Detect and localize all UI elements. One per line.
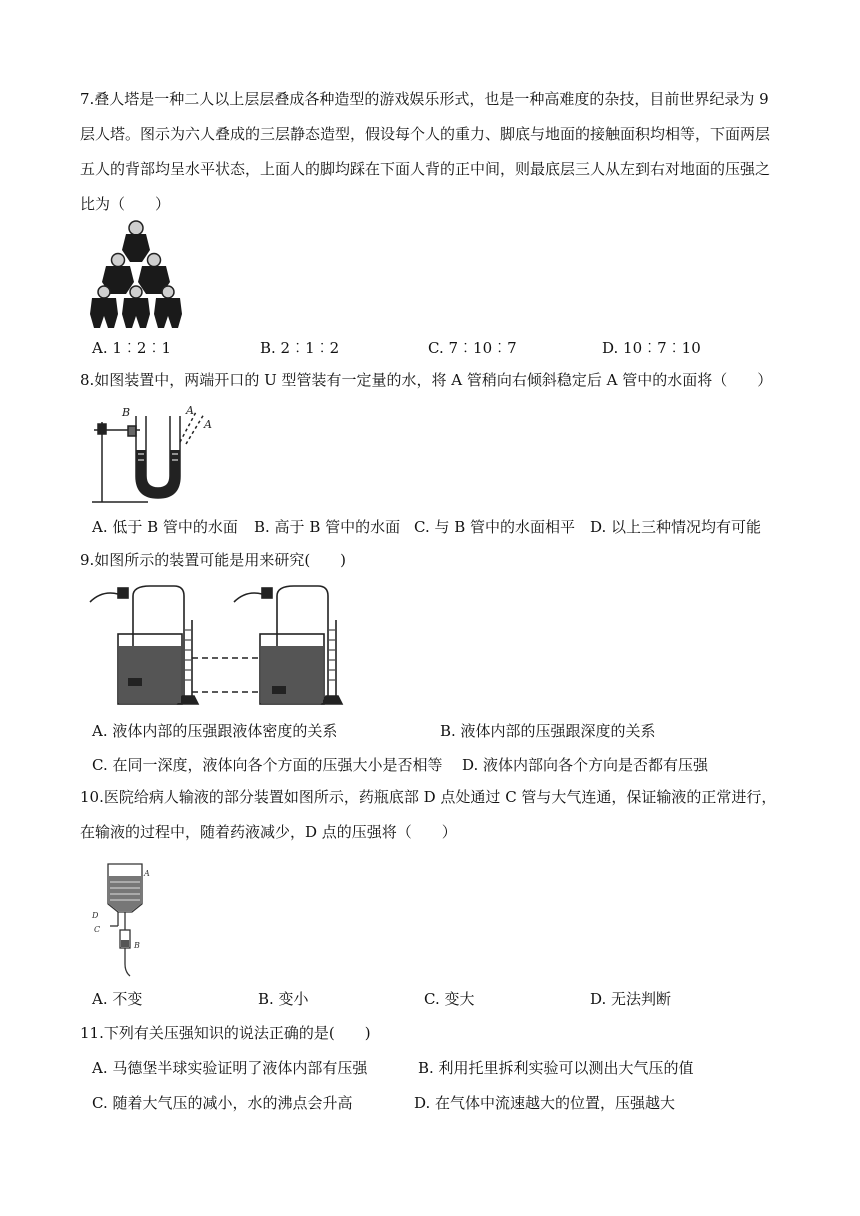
u-tube-figure	[88, 402, 220, 508]
question-9-options-row1	[92, 720, 782, 742]
label-a-tilted: A	[204, 418, 212, 431]
option-a[interactable]: A. 不变	[92, 990, 143, 1008]
option-d[interactable]: D. 在气体中流速越大的位置，压强越大	[414, 1094, 676, 1112]
option-a[interactable]: A. 低于 B 管中的水面	[92, 518, 238, 536]
option-b[interactable]: B. 变小	[258, 990, 309, 1008]
question-8-options	[92, 516, 782, 538]
label-a: A	[186, 404, 194, 417]
option-c[interactable]: C. 与 B 管中的水面相平	[414, 518, 576, 536]
option-c[interactable]: C. 变大	[424, 990, 475, 1008]
question-7-options	[92, 337, 782, 359]
option-c[interactable]: C. 随着大气压的减小，水的沸点会升高	[92, 1094, 353, 1112]
human-tower-figure	[88, 218, 188, 330]
option-d[interactable]: D. 无法判断	[590, 990, 672, 1008]
question-9-text: 9.如图所示的装置可能是用来研究( )	[80, 551, 347, 569]
label-b: B	[122, 406, 131, 419]
question-9	[80, 543, 780, 578]
option-b[interactable]: B. 利用托里拆利实验可以测出大气压的值	[418, 1059, 694, 1077]
question-11-text: 11.下列有关压强知识的说法正确的是( )	[80, 1024, 371, 1042]
question-8-text: 8.如图装置中，两端开口的 U 型管装有一定量的水，将 A 管稍向右倾斜稳定后 A 管中的水面将（ ）	[80, 371, 773, 389]
label-d: D	[92, 911, 99, 920]
question-10-text: 10.医院给病人输液的部分装置如图所示，药瓶底部 D 点处通过 C 管与大气连通，保证输液的正常进行，在输液的过程中，随着药液减少，D 点的压强将（ ）	[80, 788, 777, 841]
option-d[interactable]: D. 以上三种情况均有可能	[590, 518, 762, 536]
label-b: B	[134, 941, 140, 950]
question-11-options-row1	[92, 1057, 782, 1079]
question-10	[80, 780, 780, 850]
question-7-text: 7.叠人塔是一种二人以上层层叠成各种造型的游戏娱乐形式，也是一种高难度的杂技，目前世界纪录为 9 层人塔。图示为六人叠成的三层静态造型，假设每个人的重力、脚底与地面的接触面积均相等，下面两层五人的背部均呈水平状态，上面人的脚均踩在下面人背的正中间，则最底层三人从左到右对地面的压强之比为（ ）	[80, 90, 771, 213]
option-c[interactable]: C. 在同一深度，液体向各个方面的压强大小是否相等	[92, 756, 443, 774]
option-d[interactable]: D. 10︰7︰10	[602, 339, 701, 357]
option-a[interactable]: A. 马德堡半球实验证明了液体内部有压强	[92, 1059, 368, 1077]
question-9-options-row2	[92, 754, 782, 776]
pressure-gauge-figure	[88, 580, 358, 710]
label-a: A	[144, 869, 150, 878]
option-a[interactable]: A. 液体内部的压强跟液体密度的关系	[92, 722, 338, 740]
option-b[interactable]: B. 液体内部的压强跟深度的关系	[440, 722, 656, 740]
question-11-options-row2	[92, 1092, 782, 1114]
option-b[interactable]: B. 高于 B 管中的水面	[254, 518, 401, 536]
option-b[interactable]: B. 2︰1︰2	[260, 339, 340, 357]
option-c[interactable]: C. 7︰10︰7	[428, 339, 517, 357]
iv-drip-figure	[88, 860, 158, 978]
question-8	[80, 363, 780, 398]
option-a[interactable]: A. 1︰2︰1	[92, 339, 171, 357]
question-7	[80, 82, 780, 222]
option-d[interactable]: D. 液体内部向各个方向是否都有压强	[462, 756, 709, 774]
question-10-options	[92, 988, 782, 1010]
label-c: C	[94, 925, 101, 934]
question-11	[80, 1016, 780, 1051]
